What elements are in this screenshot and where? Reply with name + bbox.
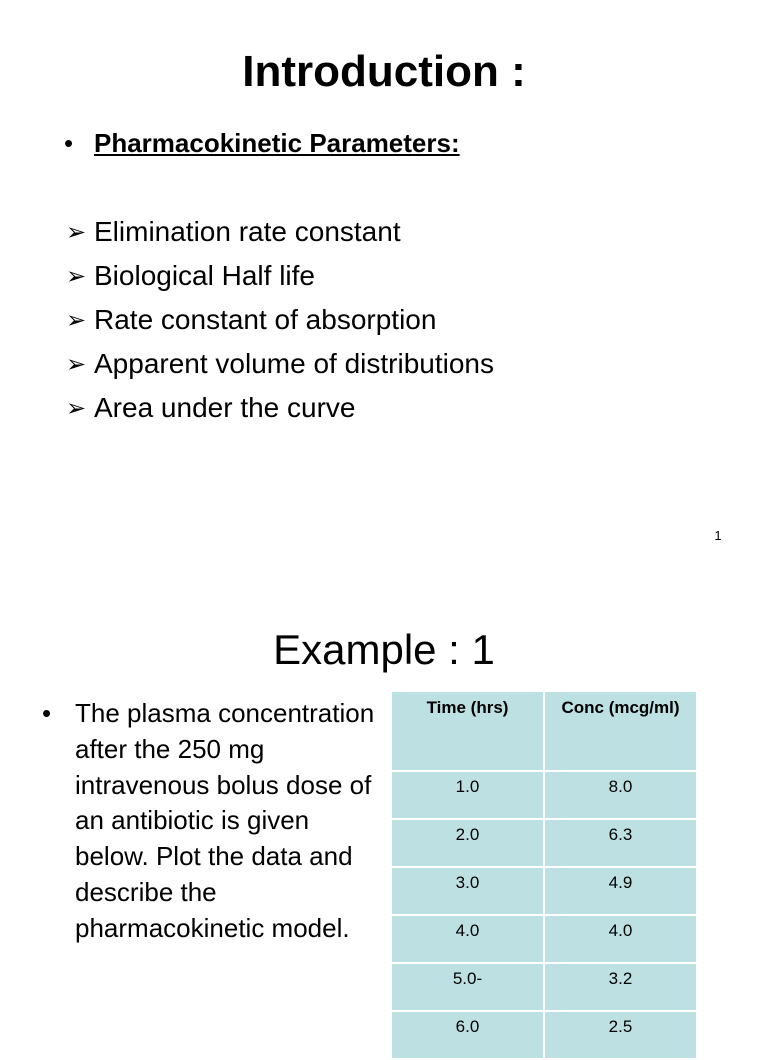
table-row	[391, 867, 697, 915]
bullet-icon: •	[42, 698, 52, 728]
table-cell-time: 2.0	[391, 819, 544, 867]
arrow-bullet-icon: ➢	[66, 395, 87, 422]
slide-example	[0, 560, 768, 1036]
column-header-time: Time (hrs)	[391, 691, 544, 771]
arrow-bullet-icon: ➢	[66, 263, 87, 290]
table-row	[391, 1011, 697, 1059]
page-number: 1	[714, 528, 722, 543]
table-cell-time: 1.0	[391, 771, 544, 819]
table-cell-conc: 4.9	[544, 867, 697, 915]
list-item-label: Rate constant of absorption	[94, 304, 437, 335]
list-item	[66, 386, 494, 430]
table-row	[391, 915, 697, 963]
column-header-conc: Conc (mcg/ml)	[544, 691, 697, 771]
list-item-label: Biological Half life	[94, 260, 315, 291]
section-heading: Pharmacokinetic Parameters:	[94, 128, 460, 158]
table-cell-conc: 6.3	[544, 819, 697, 867]
parameter-list	[66, 210, 494, 430]
table-row	[391, 819, 697, 867]
table-header-row	[391, 691, 697, 771]
table-cell-conc: 8.0	[544, 771, 697, 819]
list-item	[66, 254, 494, 298]
list-item-label: Area under the curve	[94, 392, 356, 423]
list-item-label: Apparent volume of distributions	[94, 348, 494, 379]
list-item	[66, 298, 494, 342]
table-cell-time: 6.0	[391, 1011, 544, 1059]
table-cell-time: 3.0	[391, 867, 544, 915]
concentration-table	[390, 690, 698, 1060]
arrow-bullet-icon: ➢	[66, 307, 87, 334]
table-cell-conc: 4.0	[544, 915, 697, 963]
table-cell-conc: 2.5	[544, 1011, 697, 1059]
list-item	[66, 210, 494, 254]
table-cell-time: 5.0-	[391, 963, 544, 1011]
slide-title: Introduction :	[242, 47, 526, 96]
example-text: The plasma concentration after the 250 mg intravenous bolus dose of an antibiotic is given below. Plot the data and describe the pharmacokinetic model.	[75, 698, 375, 943]
bullet-icon: •	[64, 128, 74, 158]
example-paragraph	[42, 696, 382, 947]
slide-title: Example : 1	[273, 626, 495, 673]
table-cell-conc: 3.2	[544, 963, 697, 1011]
list-item	[66, 342, 494, 386]
table-row	[391, 963, 697, 1011]
list-item-label: Elimination rate constant	[94, 216, 401, 247]
table-row	[391, 771, 697, 819]
table-cell-time: 4.0	[391, 915, 544, 963]
arrow-bullet-icon: ➢	[66, 219, 87, 246]
arrow-bullet-icon: ➢	[66, 351, 87, 378]
section-heading-row	[64, 126, 460, 160]
